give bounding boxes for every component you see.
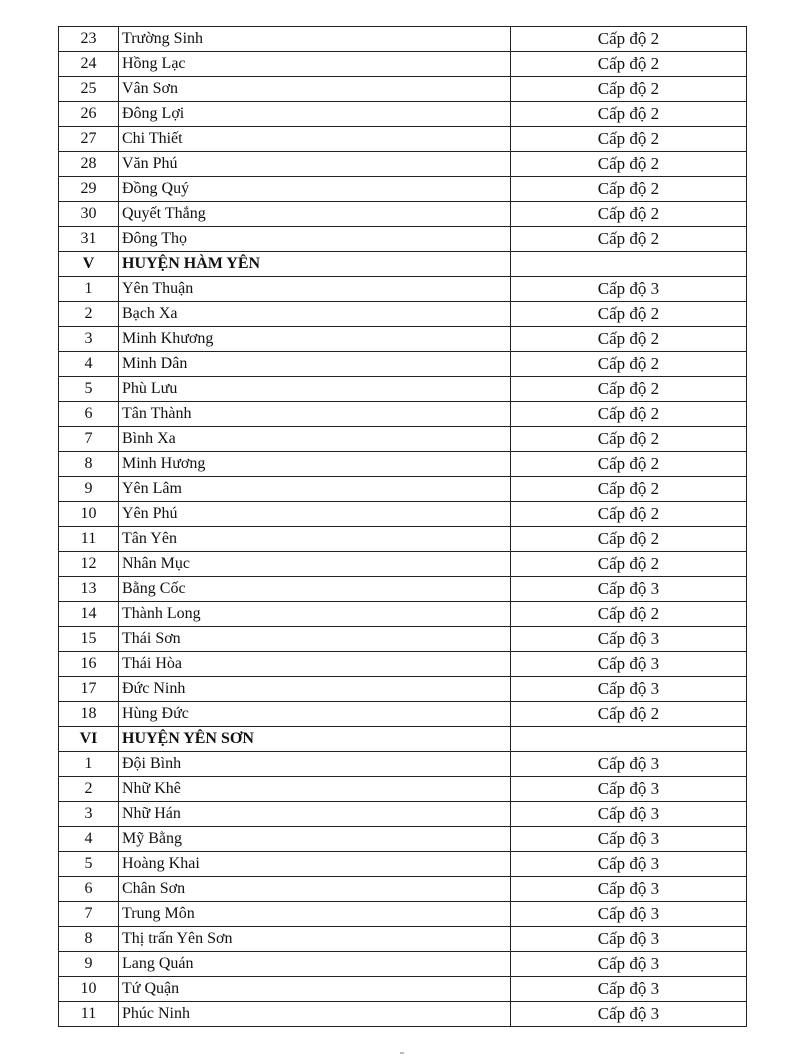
- section-level-empty: [511, 727, 747, 752]
- table-row: [59, 427, 747, 452]
- row-number: 3: [59, 327, 119, 352]
- row-number: 14: [59, 602, 119, 627]
- level-value: Cấp độ 3: [511, 877, 747, 902]
- section-roman-numeral: V: [59, 252, 119, 277]
- table-row: [59, 527, 747, 552]
- row-number: 5: [59, 377, 119, 402]
- section-header-row: [59, 727, 747, 752]
- level-value: Cấp độ 2: [511, 102, 747, 127]
- commune-name: Đức Ninh: [119, 677, 511, 702]
- row-number: 23: [59, 27, 119, 52]
- row-number: 5: [59, 852, 119, 877]
- table-row: [59, 552, 747, 577]
- row-number: 24: [59, 52, 119, 77]
- level-value: Cấp độ 3: [511, 1002, 747, 1027]
- row-number: 12: [59, 552, 119, 577]
- level-value: Cấp độ 2: [511, 52, 747, 77]
- table-row: [59, 452, 747, 477]
- commune-name: Thái Hòa: [119, 652, 511, 677]
- commune-name: Yên Phú: [119, 502, 511, 527]
- row-number: 31: [59, 227, 119, 252]
- commune-name: Đông Thọ: [119, 227, 511, 252]
- table-row: [59, 802, 747, 827]
- row-number: 11: [59, 527, 119, 552]
- commune-name: Bằng Cốc: [119, 577, 511, 602]
- level-value: Cấp độ 2: [511, 502, 747, 527]
- section-roman-numeral: VI: [59, 727, 119, 752]
- row-number: 16: [59, 652, 119, 677]
- row-number: 1: [59, 277, 119, 302]
- level-value: Cấp độ 2: [511, 127, 747, 152]
- table-row: [59, 877, 747, 902]
- row-number: 7: [59, 427, 119, 452]
- commune-name: Hồng Lạc: [119, 52, 511, 77]
- commune-name: Nhân Mục: [119, 552, 511, 577]
- commune-name: Thị trấn Yên Sơn: [119, 927, 511, 952]
- commune-name: Tứ Quận: [119, 977, 511, 1002]
- commune-name: Quyết Thắng: [119, 202, 511, 227]
- level-value: Cấp độ 2: [511, 77, 747, 102]
- row-number: 8: [59, 927, 119, 952]
- row-number: 27: [59, 127, 119, 152]
- level-value: Cấp độ 2: [511, 377, 747, 402]
- row-number: 3: [59, 802, 119, 827]
- row-number: 11: [59, 1002, 119, 1027]
- table-row: [59, 927, 747, 952]
- commune-name: Vân Sơn: [119, 77, 511, 102]
- level-value: Cấp độ 2: [511, 552, 747, 577]
- table-row: [59, 1002, 747, 1027]
- row-number: 15: [59, 627, 119, 652]
- commune-name: Đồng Quý: [119, 177, 511, 202]
- level-value: Cấp độ 3: [511, 902, 747, 927]
- table-row: [59, 677, 747, 702]
- table-row: [59, 402, 747, 427]
- level-value: Cấp độ 2: [511, 177, 747, 202]
- row-number: 4: [59, 827, 119, 852]
- table-row: [59, 352, 747, 377]
- commune-name: Trường Sinh: [119, 27, 511, 52]
- table-row: [59, 752, 747, 777]
- table-row: [59, 52, 747, 77]
- commune-name: Yên Thuận: [119, 277, 511, 302]
- commune-name: Phúc Ninh: [119, 1002, 511, 1027]
- table-row: [59, 177, 747, 202]
- commune-name: Tân Yên: [119, 527, 511, 552]
- table-row: [59, 27, 747, 52]
- table-row: [59, 202, 747, 227]
- commune-name: Tân Thành: [119, 402, 511, 427]
- commune-name: Đội Bình: [119, 752, 511, 777]
- level-value: Cấp độ 3: [511, 852, 747, 877]
- commune-name: Nhữ Khê: [119, 777, 511, 802]
- row-number: 25: [59, 77, 119, 102]
- level-value: Cấp độ 3: [511, 802, 747, 827]
- commune-name: Văn Phú: [119, 152, 511, 177]
- commune-name: Bạch Xa: [119, 302, 511, 327]
- level-value: Cấp độ 2: [511, 427, 747, 452]
- level-value: Cấp độ 2: [511, 477, 747, 502]
- table-row: [59, 152, 747, 177]
- row-number: 29: [59, 177, 119, 202]
- section-title: HUYỆN YÊN SƠN: [119, 727, 511, 752]
- level-value: Cấp độ 3: [511, 952, 747, 977]
- row-number: 6: [59, 402, 119, 427]
- table-row: [59, 777, 747, 802]
- row-number: 10: [59, 977, 119, 1002]
- level-value: Cấp độ 3: [511, 977, 747, 1002]
- table-row: [59, 277, 747, 302]
- row-number: 30: [59, 202, 119, 227]
- commune-name: Mỹ Bằng: [119, 827, 511, 852]
- table-row: [59, 827, 747, 852]
- level-value: Cấp độ 3: [511, 752, 747, 777]
- table-row: [59, 327, 747, 352]
- level-value: Cấp độ 3: [511, 677, 747, 702]
- row-number: 26: [59, 102, 119, 127]
- row-number: 13: [59, 577, 119, 602]
- table-row: [59, 652, 747, 677]
- row-number: 2: [59, 777, 119, 802]
- level-value: Cấp độ 3: [511, 577, 747, 602]
- table-row: [59, 902, 747, 927]
- table-row: [59, 127, 747, 152]
- commune-name: Minh Hương: [119, 452, 511, 477]
- table-row: [59, 477, 747, 502]
- level-value: Cấp độ 2: [511, 202, 747, 227]
- table-body: [59, 27, 747, 1027]
- commune-name: Hùng Đức: [119, 702, 511, 727]
- row-number: 8: [59, 452, 119, 477]
- table-row: [59, 377, 747, 402]
- row-number: 6: [59, 877, 119, 902]
- row-number: 7: [59, 902, 119, 927]
- level-value: Cấp độ 3: [511, 627, 747, 652]
- row-number: 10: [59, 502, 119, 527]
- level-value: Cấp độ 2: [511, 152, 747, 177]
- page-mark: [400, 1052, 404, 1054]
- commune-name: Thái Sơn: [119, 627, 511, 652]
- section-title: HUYỆN HÀM YÊN: [119, 252, 511, 277]
- commune-name: Chi Thiết: [119, 127, 511, 152]
- commune-name: Chân Sơn: [119, 877, 511, 902]
- row-number: 1: [59, 752, 119, 777]
- table-row: [59, 227, 747, 252]
- commune-name: Thành Long: [119, 602, 511, 627]
- row-number: 9: [59, 952, 119, 977]
- commune-name: Phù Lưu: [119, 377, 511, 402]
- commune-name: Minh Khương: [119, 327, 511, 352]
- level-value: Cấp độ 2: [511, 702, 747, 727]
- table-row: [59, 302, 747, 327]
- commune-name: Bình Xa: [119, 427, 511, 452]
- table-row: [59, 852, 747, 877]
- commune-name: Lang Quán: [119, 952, 511, 977]
- level-value: Cấp độ 2: [511, 402, 747, 427]
- level-value: Cấp độ 2: [511, 352, 747, 377]
- row-number: 28: [59, 152, 119, 177]
- level-value: Cấp độ 3: [511, 827, 747, 852]
- section-level-empty: [511, 252, 747, 277]
- commune-name: Hoàng Khai: [119, 852, 511, 877]
- level-value: Cấp độ 3: [511, 277, 747, 302]
- table-row: [59, 102, 747, 127]
- table-row: [59, 602, 747, 627]
- table-row: [59, 627, 747, 652]
- level-value: Cấp độ 2: [511, 452, 747, 477]
- commune-name: Đông Lợi: [119, 102, 511, 127]
- table-row: [59, 502, 747, 527]
- row-number: 9: [59, 477, 119, 502]
- level-value: Cấp độ 2: [511, 302, 747, 327]
- commune-name: Trung Môn: [119, 902, 511, 927]
- row-number: 4: [59, 352, 119, 377]
- row-number: 18: [59, 702, 119, 727]
- table-row: [59, 977, 747, 1002]
- table-row: [59, 952, 747, 977]
- commune-level-table: [58, 26, 747, 1027]
- section-header-row: [59, 252, 747, 277]
- level-value: Cấp độ 2: [511, 227, 747, 252]
- table-row: [59, 77, 747, 102]
- level-value: Cấp độ 2: [511, 327, 747, 352]
- row-number: 2: [59, 302, 119, 327]
- level-value: Cấp độ 2: [511, 27, 747, 52]
- commune-name: Yên Lâm: [119, 477, 511, 502]
- table-row: [59, 702, 747, 727]
- level-value: Cấp độ 2: [511, 527, 747, 552]
- table-row: [59, 577, 747, 602]
- level-value: Cấp độ 3: [511, 927, 747, 952]
- level-value: Cấp độ 3: [511, 652, 747, 677]
- commune-name: Minh Dân: [119, 352, 511, 377]
- level-value: Cấp độ 3: [511, 777, 747, 802]
- level-value: Cấp độ 2: [511, 602, 747, 627]
- row-number: 17: [59, 677, 119, 702]
- commune-name: Nhữ Hán: [119, 802, 511, 827]
